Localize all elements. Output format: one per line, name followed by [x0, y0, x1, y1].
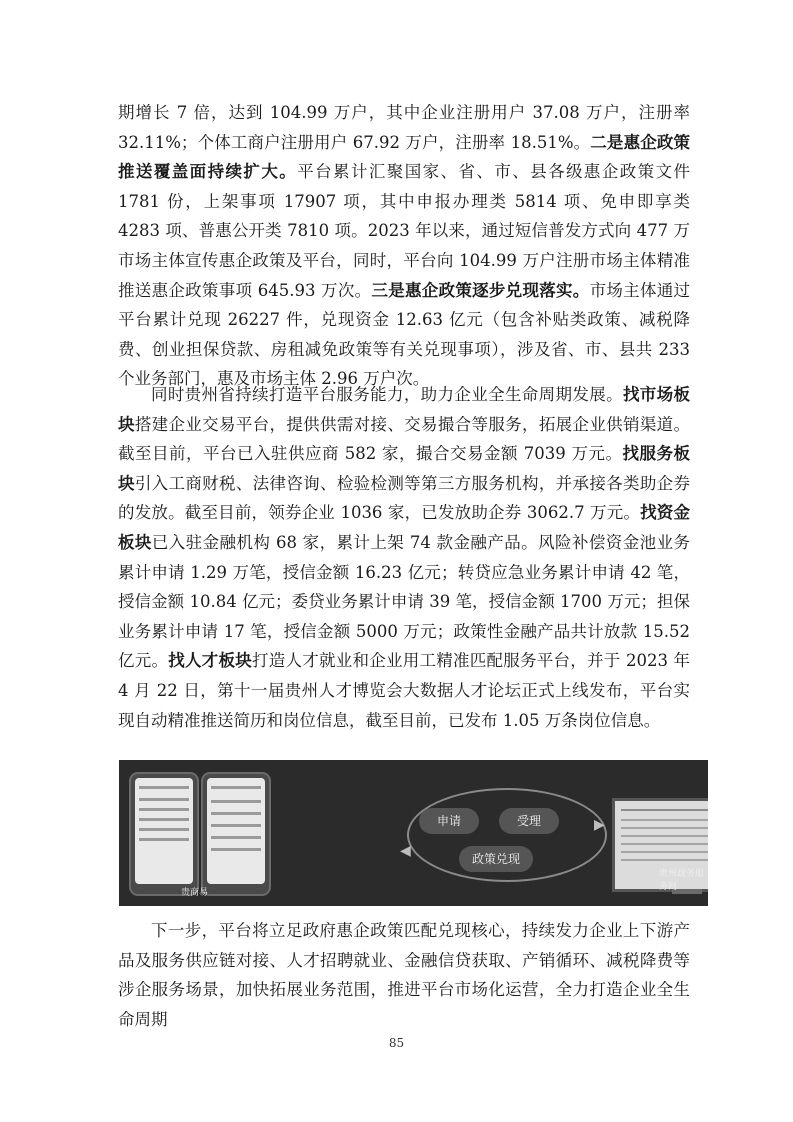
highlighted-heading-run: 二是惠企政策推送覆盖面持续扩大。	[118, 132, 690, 182]
paragraph-policy-results	[118, 98, 690, 394]
text-run: 打造人才就业和企业用工精准匹配服务平台，并于 2023 年 4 月 22 日，第十一届贵州人才博览会大数据人才论坛正式上线发布，平台实现自动精准推送简历和岗位信息，截至目前，已发布 1.05 万条岗位信息。	[118, 651, 691, 730]
phone-mockup-right	[201, 772, 271, 896]
step-accept: 受理	[499, 808, 559, 834]
text-run: 平台累计汇聚国家、省、市、县各级惠企政策文件 1781 份，上架事项 17907 项，其中申报办理类 5814 项、免申即享类 4283 项、普惠公开类 7810 项。2023 年以来，通过短信普发方式向 477 万市场主体宣传惠企政策及平台，同时，平台向 104.99 万户注册市场主体精准推送惠企政策事项 645.93 万次。	[118, 162, 691, 300]
highlighted-heading-run: 找市场板块	[118, 385, 691, 434]
portal-name-label: 贵州政务服务网	[659, 869, 705, 892]
app-name-label: 贵商易	[181, 888, 209, 898]
phone-mockup-left	[129, 772, 199, 896]
highlighted-heading-run: 找资金板块	[118, 503, 690, 552]
highlighted-heading-run: 找人才板块	[168, 651, 253, 671]
text-run: 搭建企业交易平台，提供供需对接、交易撮合等服务，拓展企业供销渠道。截至目前，平台已入驻供应商 582 家，撮合交易金额 7039 万元。	[118, 414, 691, 464]
arrow-right-icon: ▶	[594, 817, 605, 833]
page-number: 85	[388, 1036, 405, 1050]
text-run: 已入驻金融机构 68 家，累计上架 74 款金融产品。风险补偿资金池业务累计申请 1.29 万笔，授信金额 16.23 亿元；转贷应急业务累计申请 42 笔，授信金额 10.84 亿元；委贷业务累计申请 39 笔，授信金额 1700 万元；担保业务累计申请 17 笔，授信金额 5000 万元；政策性金融产品共计放款 15.52 亿元。	[118, 532, 690, 671]
text-run: 期增长 7 倍，达到 104.99 万户，其中企业注册用户 37.08 万户，注册率 32.11%；个体工商户注册用户 67.92 万户，注册率 18.51%。	[118, 103, 690, 152]
paragraph-platform-services	[118, 380, 690, 735]
text-run: 市场主体通过平台累计兑现 26227 件，兑现资金 12.63 亿元（包含补贴类政策、减税降费、创业担保贷款、房租减免政策等有关兑现事项），涉及省、市、县共 233 个业务部门，惠及市场主体 2.96 万户次。	[118, 280, 691, 389]
text-run: 下一步，平台将立足政府惠企政策匹配兑现核心，持续发力企业上下游产品及服务供应链对接、人才招聘就业、金融信贷获取、产销循环、减税降费等涉企服务场景，加快拓展业务范围，推进平台市场化运营，全力打造企业全生命周期	[118, 921, 690, 1029]
text-run: 引入工商财税、法律咨询、检验检测等第三方服务机构，并承接各类助企券的发放。截至目前，领券企业 1036 家，已发放助企券 3062.7 万元。	[118, 473, 691, 523]
text-run: 同时贵州省持续打造平台服务能力，助力企业全生命周期发展。	[151, 385, 623, 404]
step-apply: 申请	[419, 808, 479, 834]
highlighted-heading-run: 找服务板块	[118, 444, 691, 493]
step-policy-redeem: 政策兑现	[459, 846, 533, 872]
platform-flow-figure	[119, 760, 708, 906]
highlighted-heading-run: 三是惠企政策逐步兑现落实。	[371, 280, 590, 300]
arrow-left-icon: ◀	[400, 843, 411, 859]
paragraph-next-steps	[118, 916, 690, 1034]
